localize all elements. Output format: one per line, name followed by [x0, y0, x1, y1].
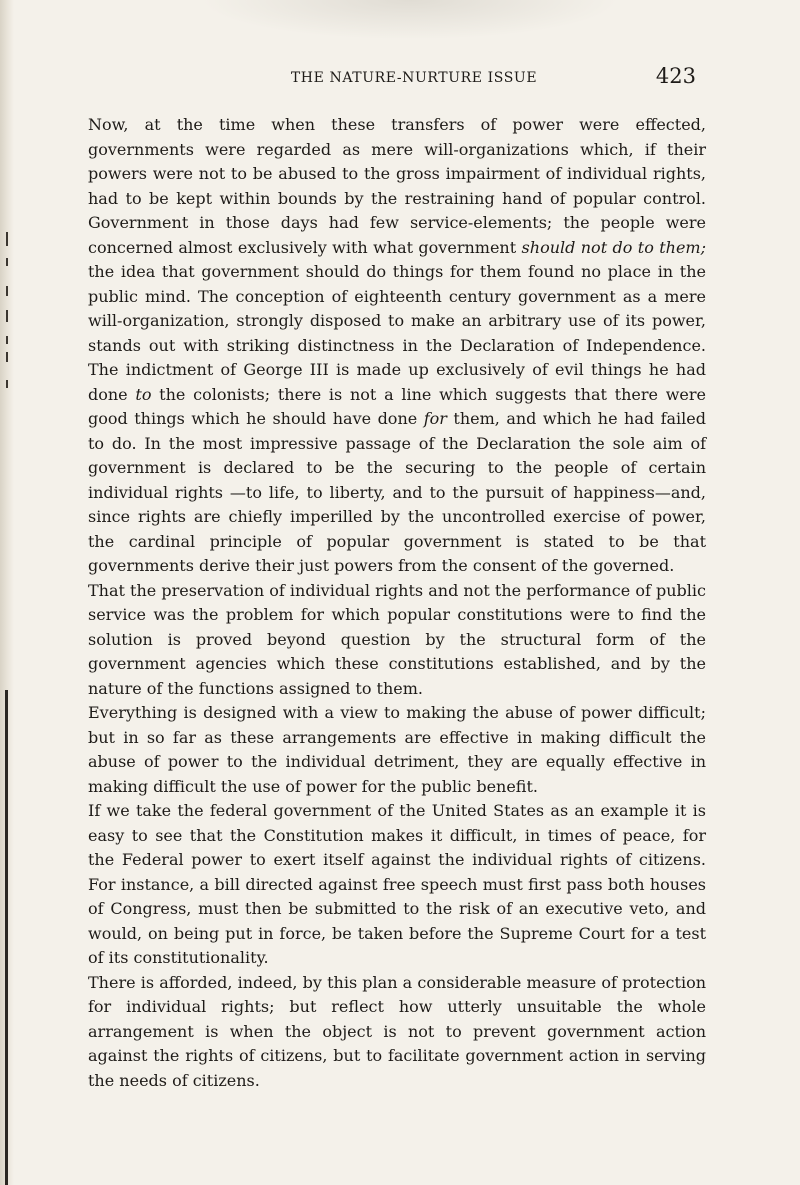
gutter-mark — [6, 310, 8, 322]
paragraph — [88, 113, 706, 579]
text-run: That the preservation of individual rights and not the performance of public service was the problem for which popular constitutions were to find the solution is proved beyond question by the structural form of the government agencies which these constitutions established, and by the nature of the functions assigned to them. — [88, 580, 706, 698]
text-run: the idea that government should do things for them found no place in the public mind. The conception of eighteenth century government as a mere will-organization, strongly disposed to make an arbitrary use of its power, stands out with striking distinctness in the Declaration of Independence. The indictment of George III is made up exclusively of evil things he had done — [88, 262, 706, 404]
page-gutter-shadow — [0, 0, 14, 1185]
text-run: If we take the federal government of the United States as an example it is easy to see that the Constitution makes it difficult, in times of peace, for the Federal power to exert itself against the individual rights of citizens. For instance, a bill directed against free speech must first pass both houses of Congress, must then be submitted to the risk of an executive veto, and would, on being put in force, be taken before the Supreme Court for a test of its constitutionality. — [88, 801, 706, 967]
text-run: There is afforded, indeed, by this plan a considerable measure of protection for individual rights; but reflect how utterly unsuitable the whole arrangement is when the object is not to prevent government action against the rights of citizens, but to facilitate government action in serving the needs of citizens. — [88, 972, 706, 1090]
text-run: Everything is designed with a view to making the abuse of power difficult; but in so far as these arrangements are effective in making difficult the abuse of power to the individual detriment, they are equally effective in making difficult the use of power for the public benefit. — [88, 703, 706, 796]
text-run: them, and which he had failed to do. In the most impressive passage of the Declaration the sole aim of government is declared to be the securing to the people of certain individual rights —to life, to liberty, and to the pursuit of happiness—and, since rights are chiefly imperilled by the uncontrolled exercise of power, the cardinal principle of popular government is stated to be that governments derive their just powers from the consent of the governed. — [88, 409, 706, 575]
paragraph — [88, 701, 706, 799]
text-run: Now, at the time when these transfers of power were effected, governments were regarded as mere will-organizations which, if their powers were not to be abused to the gross impairment of individual rights, had to be kept within bounds by the restraining hand of popular control. Government in those days had few service-elements; the people were concerned almost exclusively with what government — [88, 115, 706, 257]
gutter-mark — [6, 352, 8, 362]
gutter-mark — [6, 336, 8, 344]
paragraph — [88, 971, 706, 1094]
running-head — [0, 66, 800, 90]
paragraph — [88, 579, 706, 702]
gutter-mark — [6, 258, 8, 266]
italic-text: should not do to them; — [521, 237, 706, 257]
scan-smudge — [200, 0, 620, 40]
body-text — [88, 113, 706, 1093]
gutter-mark — [6, 232, 8, 246]
italic-text: for — [423, 409, 447, 428]
running-title: THE NATURE-NURTURE ISSUE — [290, 70, 538, 86]
gutter-mark — [6, 380, 8, 388]
page-number: 423 — [655, 64, 696, 88]
text-run: the colonists; there is not a line which suggests that there were good things which he should have done — [88, 384, 707, 428]
gutter-binding-line — [5, 690, 8, 1185]
italic-text: to — [135, 384, 152, 404]
paragraph — [88, 799, 706, 971]
gutter-mark — [6, 286, 8, 296]
